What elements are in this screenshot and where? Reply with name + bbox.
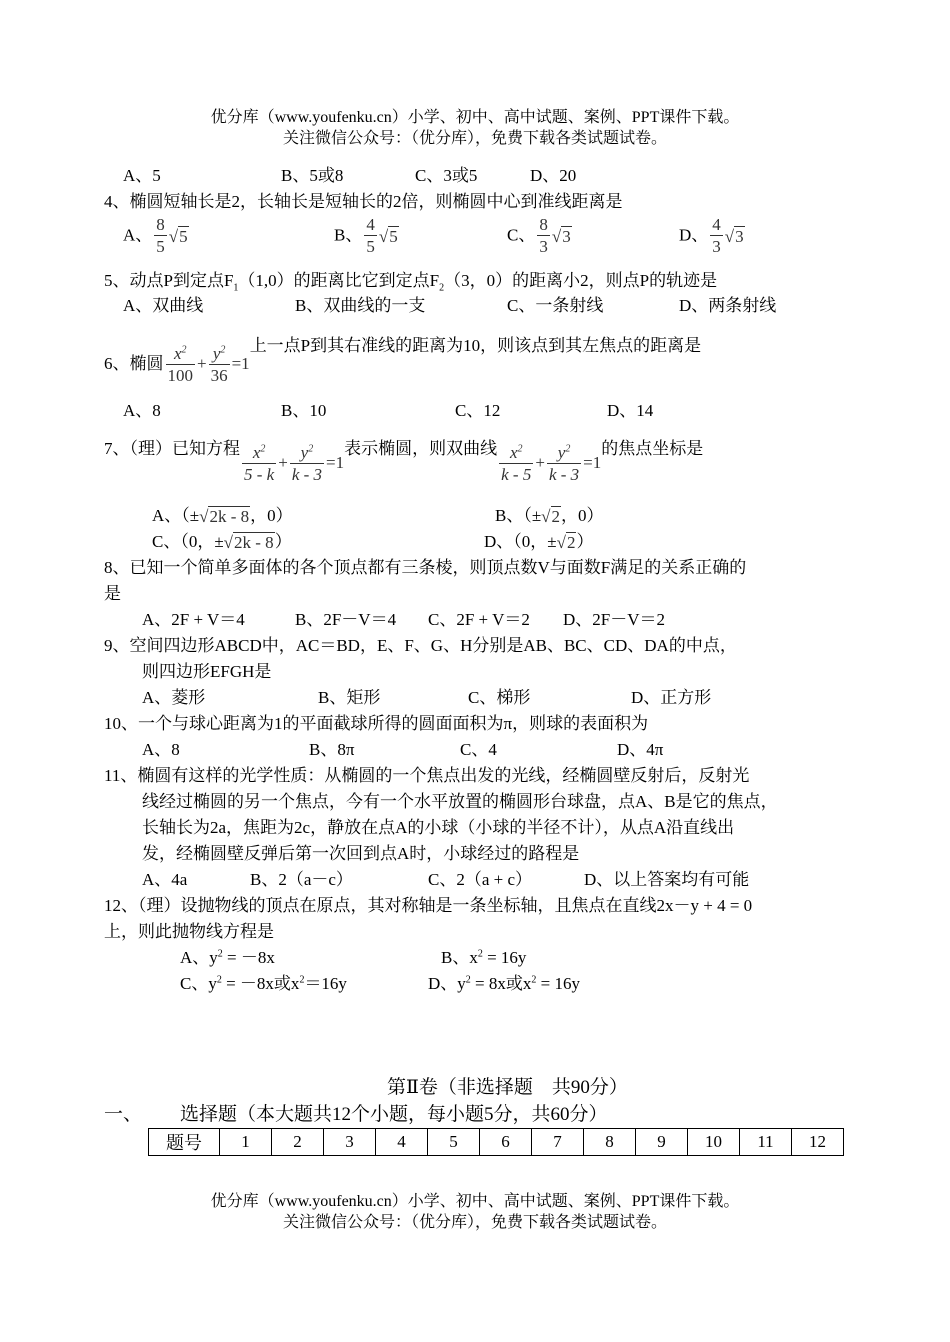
q7-eq-1: =1	[326, 453, 345, 472]
q4-text: 4、椭圆短轴长是2，长轴长是短轴长的2倍，则椭圆中心到准线距离是	[104, 192, 623, 211]
q6-option-b: B、10	[281, 401, 327, 420]
q3-option-d: D、20	[530, 166, 577, 185]
header-line-1: 优分库（www.youfenku.cn）小学、初中、高中试题、案例、PPT课件下载。	[210, 109, 740, 126]
q4-b-root: 5	[389, 226, 398, 246]
q9-option-d: D、正方形	[631, 688, 712, 707]
q10-text: 10、一个与球心距离为1的平面截球所得的圆面面积为π，则球的表面积为	[104, 714, 649, 733]
answer-col-9: 9	[636, 1129, 688, 1156]
q12-option-d-sq2: 2	[531, 974, 537, 986]
answer-col-6: 6	[480, 1129, 532, 1156]
q12-option-d	[428, 973, 580, 995]
q7-option-d: D、（0，±√2）	[484, 532, 594, 553]
q12-option-a-b: = －8x	[222, 948, 275, 967]
q5-text-b: （1,0）的距离比它到定点F	[238, 271, 440, 290]
answer-col-8: 8	[584, 1129, 636, 1156]
q7-f1-num: x	[252, 442, 261, 462]
q4-option-d-label: D、	[679, 225, 709, 245]
q12-option-b-a: B、x	[441, 948, 478, 967]
answer-col-5: 5	[428, 1129, 480, 1156]
q4-b-den: 5	[366, 237, 375, 256]
q4-option-d: D、 $\frac{4}{3}$ √3	[679, 215, 744, 256]
q10-option-b: B、8π	[309, 740, 355, 759]
q6-option-a: A、8	[123, 401, 161, 420]
q8-option-d: D、2F－V＝2	[563, 610, 666, 629]
q8-option-c: C、2F + V＝2	[428, 610, 530, 629]
q4-a-num: 8	[156, 215, 165, 234]
q7-option-a-rad: 2k - 8	[209, 507, 250, 527]
q6-line: 6、椭圆 $\frac{x^2}{100}$ + $\frac{y^2}{36}$ =1上一点P到其右准线的距离为10，则该点到其左焦点的距离是	[104, 336, 702, 385]
q11-line-1: 11、椭圆有这样的光学性质：从椭圆的一个焦点出发的光线，经椭圆壁反射后，反射光	[104, 766, 750, 785]
q7-option-a: A、（±√2k - 8，0）	[152, 506, 293, 527]
q4-option-b: B、 $\frac{4}{5}$ √5	[334, 215, 398, 256]
q11-option-d: D、以上答案均有可能	[584, 870, 750, 889]
q7-f1-sq: 2	[260, 442, 266, 454]
q4-a-den: 5	[156, 237, 165, 256]
answer-table	[148, 1128, 844, 1156]
footer-line-2: 关注微信公众号：（优分库），免费下载各类试题试卷。	[282, 1214, 667, 1231]
answer-table-header-row	[149, 1129, 844, 1156]
q7-option-b: B、（±√2，0）	[495, 506, 604, 527]
q6-den2: 36	[210, 365, 228, 385]
q4-b-num: 4	[366, 215, 375, 234]
q12-option-c-b: = －8x或x	[221, 974, 300, 993]
q7-option-c-pre: C、（0，±	[152, 532, 224, 551]
section2-item-text: 选择题（本大题共12个小题，每小题5分，共60分）	[180, 1104, 608, 1125]
q12-option-b-b: = 16y	[482, 948, 527, 967]
q12-option-c	[180, 973, 347, 995]
q9-option-c: C、梯形	[468, 688, 531, 707]
q11-line-4: 发，经椭圆壁反弹后第一次回到点A时，小球经过的路程是	[142, 844, 580, 863]
q7-g1-sq: 2	[517, 442, 523, 454]
answer-col-7: 7	[532, 1129, 584, 1156]
q5-option-b: B、双曲线的一支	[295, 296, 426, 315]
q8-line-2: 是	[104, 584, 121, 603]
q12-option-d-b: = 8x或x	[470, 974, 532, 993]
header-line-2: 关注微信公众号：（优分库），免费下载各类试题试卷。	[282, 130, 667, 147]
q4-c-root: 3	[562, 226, 571, 246]
q6-sq2: 2	[220, 343, 226, 355]
q7-eq-2: =1	[583, 453, 602, 472]
q7-g1-num: x	[509, 442, 518, 462]
q5-text-c: （3，0）的距离小2，则点P的轨迹是	[444, 271, 718, 290]
q12-option-d-a: D、y	[428, 974, 466, 993]
section2-title: 第Ⅱ卷（非选择题 共90分）	[387, 1077, 628, 1098]
q7-g2-sq: 2	[565, 442, 571, 454]
q12-option-c-sq1: 2	[216, 974, 222, 986]
q12-line-1: 12、（理）设抛物线的顶点在原点，其对称轴是一条坐标轴，且焦点在直线2x－y + 4 = 0	[104, 896, 753, 915]
q6-den1: 100	[167, 365, 193, 385]
q12-option-a-a: A、y	[180, 948, 218, 967]
q7-option-d-rad: 2	[566, 533, 576, 553]
q5-option-c: C、一条射线	[507, 296, 604, 315]
q7-option-a-pre: A、（±	[152, 506, 200, 525]
q7-g2-den: k - 3	[548, 464, 580, 484]
q4-c-den: 3	[539, 237, 548, 256]
q7-plus-2: +	[535, 453, 545, 472]
q7-g2-num: y	[557, 442, 566, 462]
q4-d-root: 3	[735, 226, 744, 246]
q11-option-c: C、2（a + c）	[428, 870, 533, 889]
q4-d-den: 3	[712, 237, 721, 256]
q5-text	[104, 270, 717, 292]
q8-option-b: B、2F－V＝4	[295, 610, 397, 629]
q4-option-c-label: C、	[507, 225, 536, 245]
q4-a-root: 5	[179, 226, 188, 246]
q3-option-b: B、5或8	[281, 166, 344, 185]
q5-option-d: D、两条射线	[679, 296, 777, 315]
q7-option-c-rad: 2k - 8	[234, 533, 274, 553]
q12-option-c-sq2: 2	[299, 974, 305, 986]
q9-line-2: 则四边形EFGH是	[142, 662, 272, 681]
q4-option-a-label: A、	[123, 225, 153, 245]
q9-option-a: A、菱形	[142, 688, 206, 707]
q5-text-a: 5、动点P到定点F	[104, 271, 234, 290]
q12-option-d-c: = 16y	[536, 974, 580, 993]
q6-eq: =1	[231, 354, 250, 373]
q8-option-a: A、2F + V＝4	[142, 610, 245, 629]
q10-option-c: C、4	[460, 740, 497, 759]
q4-option-b-label: B、	[334, 225, 363, 245]
q4-d-num: 4	[712, 215, 721, 234]
answer-col-10: 10	[688, 1129, 740, 1156]
q6-suffix: 上一点P到其右准线的距离为10，则该点到其左焦点的距离是	[249, 336, 702, 355]
q6-option-c: C、12	[455, 401, 501, 420]
q11-option-a: A、4a	[142, 870, 188, 889]
q12-option-a-sq: 2	[217, 948, 223, 960]
q7-mid: 表示椭圆，则双曲线	[344, 439, 498, 458]
answer-col-1: 1	[220, 1129, 272, 1156]
q5-sub1: 1	[233, 282, 239, 294]
q7-f2-sq: 2	[308, 442, 314, 454]
q7-option-a-post: ，0）	[250, 506, 293, 525]
answer-col-11: 11	[740, 1129, 792, 1156]
q7-option-b-post: ，0）	[561, 506, 604, 525]
q5-option-a: A、双曲线	[123, 296, 204, 315]
q9-line-1: 9、空间四边形ABCD中，AC＝BD，E、F、G、H分别是AB、BC、CD、DA的中点，	[104, 636, 737, 655]
q7-prefix: 7、（理）已知方程	[104, 439, 240, 458]
q7-option-b-pre: B、（±	[495, 506, 542, 525]
q7-plus-1: +	[278, 453, 288, 472]
q4-option-c: C、 $\frac{8}{3}$ √3	[507, 215, 571, 256]
q12-option-b	[441, 947, 526, 969]
q6-prefix: 6、椭圆	[104, 354, 164, 373]
q6-option-d: D、14	[607, 401, 654, 420]
q7-f2-num: y	[300, 442, 309, 462]
q4-option-a: A、 $\frac{8}{5}$ √5	[123, 215, 188, 256]
q10-option-a: A、8	[142, 740, 180, 759]
q7-f2-den: k - 3	[291, 464, 323, 484]
q12-option-b-sq: 2	[477, 948, 483, 960]
q7-option-c-post: ）	[274, 532, 292, 551]
q7-option-c: C、（0，±√2k - 8）	[152, 532, 292, 553]
q7-option-d-post: ）	[576, 532, 594, 551]
q9-option-b: B、矩形	[318, 688, 381, 707]
q12-line-2: 上，则此抛物线方程是	[104, 922, 274, 941]
q8-line-1: 8、已知一个简单多面体的各个顶点都有三条棱，则顶点数V与面数F满足的关系正确的	[104, 558, 747, 577]
q11-option-b: B、2（a－c）	[250, 870, 353, 889]
answer-col-3: 3	[324, 1129, 376, 1156]
q6-num1: x	[173, 343, 182, 363]
q11-line-2: 线经过椭圆的另一个焦点，今有一个水平放置的椭圆形台球盘，点A、B是它的焦点，	[142, 792, 778, 811]
q7-g1-den: k - 5	[501, 464, 532, 484]
q12-option-c-a: C、y	[180, 974, 217, 993]
q3-option-c: C、3或5	[415, 166, 478, 185]
q12-option-c-c: ＝16y	[304, 974, 347, 993]
q7-line	[104, 438, 703, 486]
q3-option-a: A、5	[123, 166, 161, 185]
q7-f1-den: 5 - k	[244, 464, 275, 484]
q6-sq1: 2	[181, 343, 187, 355]
answer-table-label: 题号	[149, 1129, 220, 1156]
q11-line-3: 长轴长为2a，焦距为2c，静放在点A的小球（小球的半径不计），从点A沿直线出	[142, 818, 735, 837]
q10-option-d: D、4π	[617, 740, 664, 759]
q7-option-b-rad: 2	[551, 507, 561, 527]
q5-sub2: 2	[439, 282, 445, 294]
footer-line-1: 优分库（www.youfenku.cn）小学、初中、高中试题、案例、PPT课件下载。	[210, 1193, 740, 1210]
q12-option-d-sq1: 2	[465, 974, 471, 986]
answer-col-12: 12	[792, 1129, 844, 1156]
q6-num2: y	[212, 343, 221, 363]
q12-option-a	[180, 947, 275, 969]
answer-col-2: 2	[272, 1129, 324, 1156]
q7-suffix: 的焦点坐标是	[601, 439, 704, 458]
answer-col-4: 4	[376, 1129, 428, 1156]
q4-c-num: 8	[539, 215, 548, 234]
section2-item-no: 一、	[104, 1104, 143, 1125]
q7-option-d-pre: D、（0，±	[484, 532, 557, 551]
